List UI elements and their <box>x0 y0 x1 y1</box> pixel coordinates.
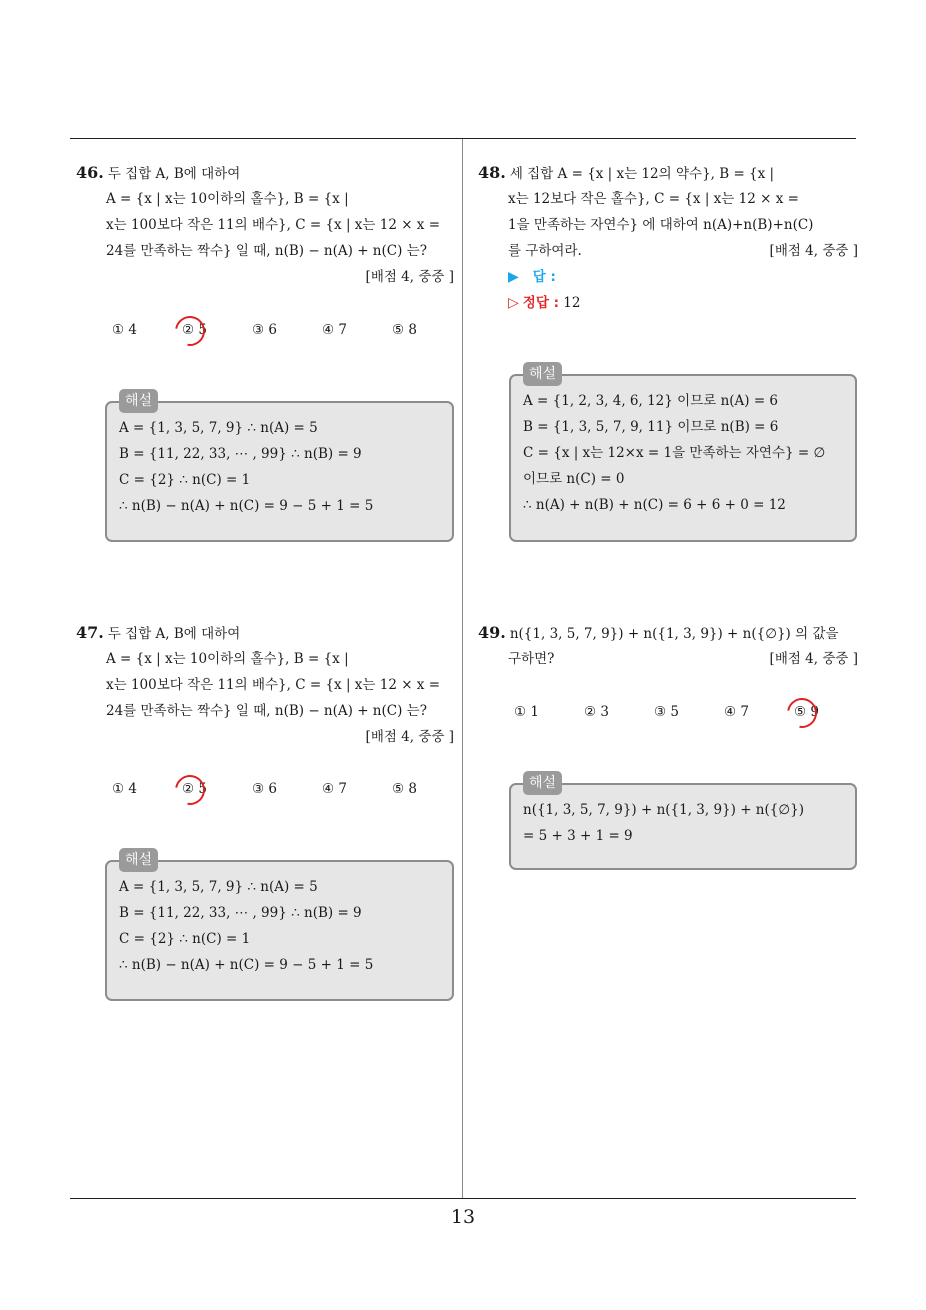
problem-46-score: [배점 4, 중중 ] <box>365 269 454 285</box>
solution-line: ∴ n(B) − n(A) + n(C) = 9 − 5 + 1 = 5 <box>119 498 374 514</box>
solution-tab-label: 해설 <box>119 848 158 872</box>
problem-48-line-2: x는 12보다 작은 홀수}, C = {x | x는 12 × x = <box>508 191 799 207</box>
solution-line: 이므로 n(C) = 0 <box>523 471 625 487</box>
selection-circle-mark <box>781 692 823 734</box>
problem-46-line-3: x는 100보다 작은 11의 배수}, C = {x | x는 12 × x = <box>106 217 441 233</box>
solution-line: C = {2} ∴ n(C) = 1 <box>119 472 251 488</box>
solution-line: B = {11, 22, 33, ⋯ , 99} ∴ n(B) = 9 <box>119 905 362 921</box>
choice-2[interactable]: ② 3 <box>584 704 609 720</box>
choice-3[interactable]: ③ 6 <box>252 322 277 338</box>
problem-48-number: 48. <box>478 163 506 182</box>
problem-46-choices <box>112 322 462 338</box>
problem-47-number: 47. <box>76 623 104 642</box>
selection-circle-mark <box>169 769 211 811</box>
problem-49-number: 49. <box>478 623 506 642</box>
column-divider <box>462 139 463 1198</box>
solution-line: B = {1, 3, 5, 7, 9, 11} 이므로 n(B) = 6 <box>523 419 779 435</box>
problem-47-line-4: 24를 만족하는 짝수} 일 때, n(B) − n(A) + n(C) 는? <box>106 703 427 719</box>
solution-line: = 5 + 3 + 1 = 9 <box>523 828 633 844</box>
choice-5[interactable]: ⑤ 8 <box>392 322 417 338</box>
problem-46 <box>76 160 454 290</box>
correct-answer-row <box>478 290 858 316</box>
choice-1[interactable]: ① 1 <box>514 704 539 720</box>
choice-4[interactable]: ④ 7 <box>724 704 749 720</box>
problem-49-choices <box>514 704 864 720</box>
solution-tab-label: 해설 <box>523 771 562 795</box>
choice-5-selected[interactable]: ⑤ 9 <box>794 704 864 720</box>
choice-3[interactable]: ③ 5 <box>654 704 679 720</box>
solution-line: ∴ n(B) − n(A) + n(C) = 9 − 5 + 1 = 5 <box>119 957 374 973</box>
problem-46-line-4: 24를 만족하는 짝수} 일 때, n(B) − n(A) + n(C) 는? <box>106 243 427 259</box>
solution-tab-label: 해설 <box>119 389 158 413</box>
problem-48 <box>478 160 858 316</box>
bottom-rule <box>70 1198 856 1199</box>
solution-line: A = {1, 2, 3, 4, 6, 12} 이므로 n(A) = 6 <box>523 393 779 409</box>
choice-5[interactable]: ⑤ 8 <box>392 781 417 797</box>
problem-46-line-2: A = {x | x는 10이하의 홀수}, B = {x | <box>106 191 349 207</box>
page-number: 13 <box>450 1206 476 1228</box>
problem-49-line-2: 구하면? [배점 4, 중중 ] <box>478 646 858 672</box>
correct-answer-value: 12 <box>563 295 581 311</box>
problem-48-score: [배점 4, 중중 ] <box>769 243 858 259</box>
problem-47-line-3: x는 100보다 작은 11의 배수}, C = {x | x는 12 × x = <box>106 677 441 693</box>
choice-2-selected[interactable]: ② 5 <box>182 781 252 797</box>
solution-line: n({1, 3, 5, 7, 9}) + n({1, 3, 9}) + n({∅}) <box>523 802 804 818</box>
play-arrow-icon: ▶ <box>508 269 519 285</box>
problem-48-line-4: 를 구하여라. [배점 4, 중중 ] <box>478 238 858 264</box>
solution-line: B = {11, 22, 33, ⋯ , 99} ∴ n(B) = 9 <box>119 446 362 462</box>
problem-47-line-2: A = {x | x는 10이하의 홀수}, B = {x | <box>106 651 349 667</box>
problem-49-score: [배점 4, 중중 ] <box>769 651 858 667</box>
choice-3[interactable]: ③ 6 <box>252 781 277 797</box>
choice-4[interactable]: ④ 7 <box>322 322 347 338</box>
problem-46-solution-box <box>105 393 454 542</box>
choice-2-selected[interactable]: ② 5 <box>182 322 252 338</box>
top-rule <box>70 138 856 139</box>
outline-arrow-icon: ▷ <box>508 295 519 311</box>
problem-49-line-1: 49. n({1, 3, 5, 7, 9}) + n({1, 3, 9}) + n({∅}) 의 값을 <box>478 623 839 642</box>
answer-row <box>478 264 858 290</box>
choice-1[interactable]: ① 4 <box>112 781 137 797</box>
problem-48-solution-box <box>509 366 857 542</box>
solution-line: C = {2} ∴ n(C) = 1 <box>119 931 251 947</box>
selection-circle-mark <box>169 310 211 352</box>
problem-47 <box>76 620 454 750</box>
choice-4[interactable]: ④ 7 <box>322 781 347 797</box>
problem-46-number: 46. <box>76 163 104 182</box>
choice-1[interactable]: ① 4 <box>112 322 137 338</box>
problem-47-line-1: 47. 두 집합 A, B에 대하여 <box>76 623 241 642</box>
problem-48-line-3: 1을 만족하는 자연수} 에 대하여 n(A)+n(B)+n(C) <box>508 217 814 233</box>
solution-line: A = {1, 3, 5, 7, 9} ∴ n(A) = 5 <box>119 879 318 895</box>
solution-line: C = {x | x는 12×x = 1을 만족하는 자연수} = ∅ <box>523 445 826 461</box>
problem-49-solution-box <box>509 775 857 870</box>
answer-label: 답 : <box>532 269 556 285</box>
solution-tab-label: 해설 <box>523 362 562 386</box>
problem-47-choices <box>112 781 462 797</box>
problem-48-line-1: 48. 세 집합 A = {x | x는 12의 약수}, B = {x | <box>478 163 775 182</box>
problem-47-solution-box <box>105 852 454 1001</box>
problem-47-score: [배점 4, 중중 ] <box>365 729 454 745</box>
problem-49 <box>478 620 858 672</box>
solution-line: A = {1, 3, 5, 7, 9} ∴ n(A) = 5 <box>119 420 318 436</box>
solution-line: ∴ n(A) + n(B) + n(C) = 6 + 6 + 0 = 12 <box>523 497 786 513</box>
problem-46-line-1: 46. 두 집합 A, B에 대하여 <box>76 163 241 182</box>
correct-answer-label: 정답 : <box>522 295 559 311</box>
